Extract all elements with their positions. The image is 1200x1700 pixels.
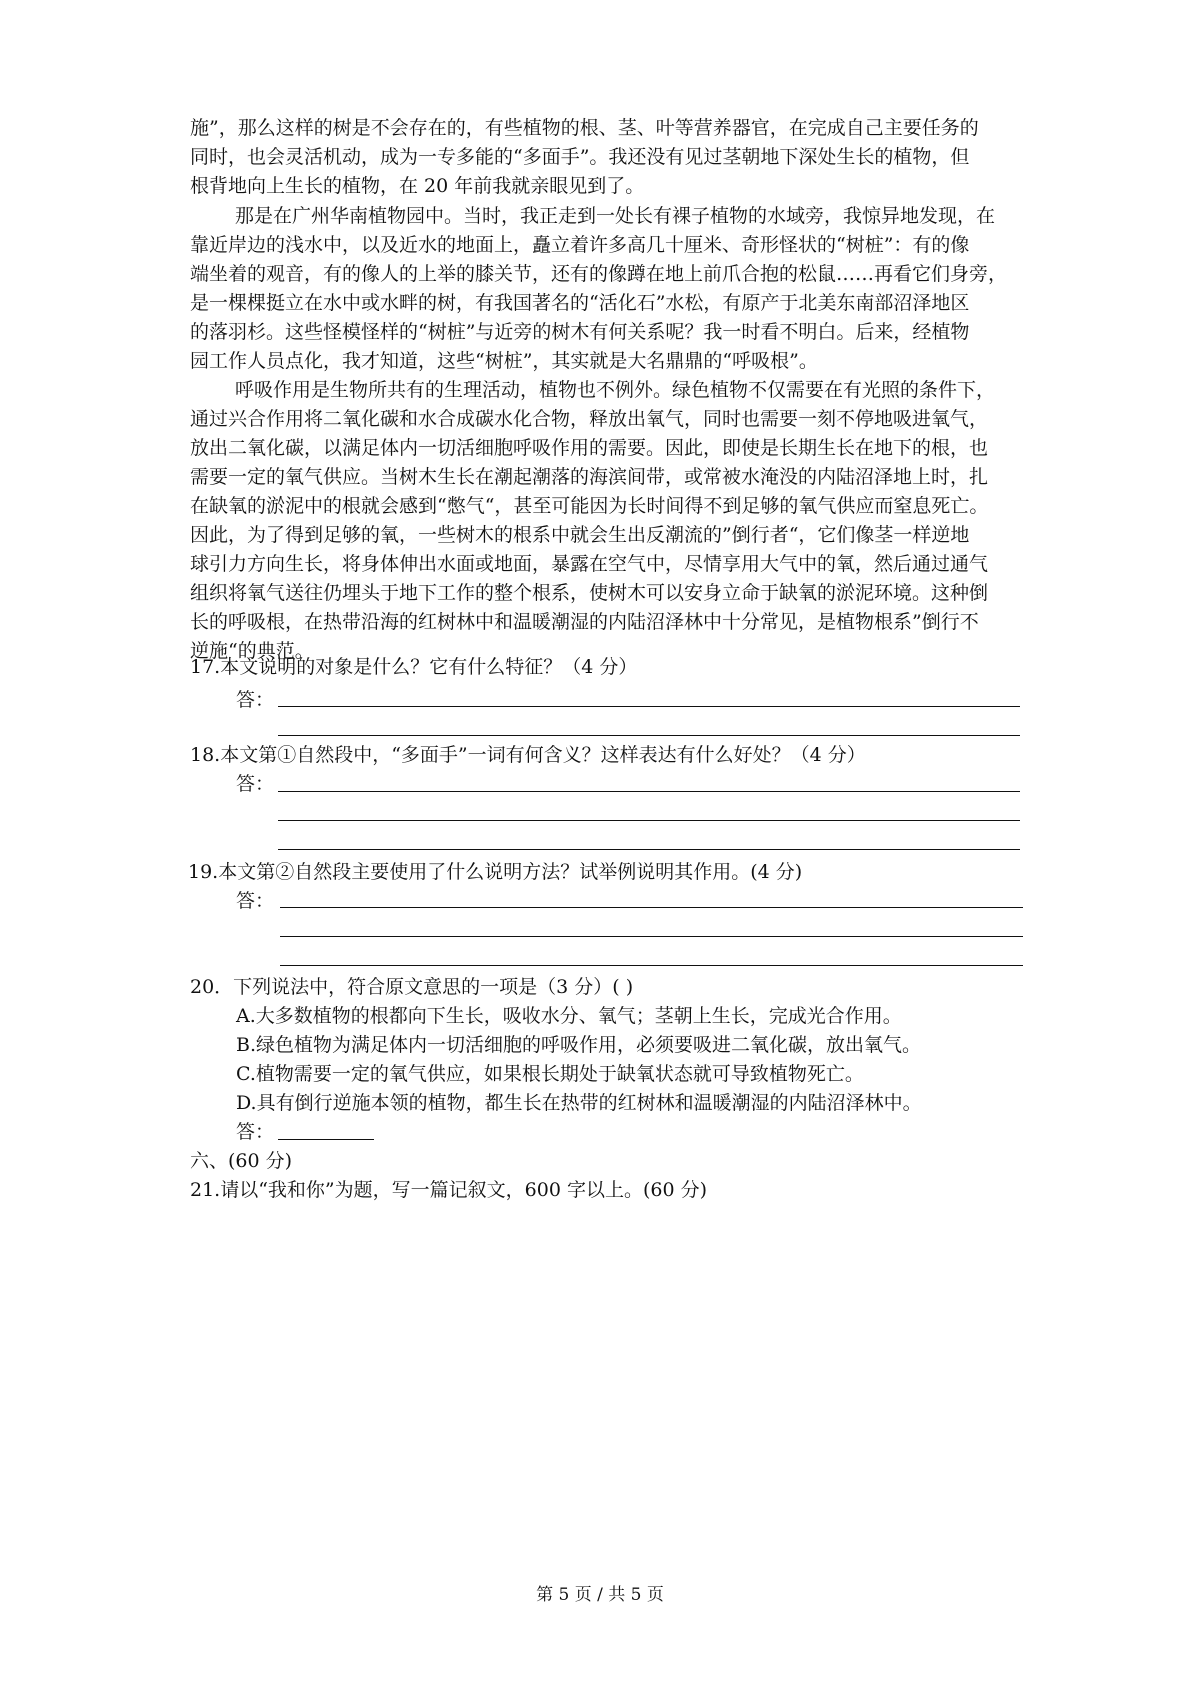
answer-line-19-2[interactable] xyxy=(280,936,1023,937)
text-line: 放出二氧化碳，以满足体内一切活细胞呼吸作用的需要。因此，即使是长期生长在地下的根，也 xyxy=(190,437,989,459)
answer-label: 答： xyxy=(236,689,275,711)
option-a: A.大多数植物的根都向下生长，吸收水分、氧气；茎朝上生长，完成光合作用。 xyxy=(236,1005,902,1027)
question-19: 19.本文第②自然段主要使用了什么说明方法？试举例说明其作用。(4 分) xyxy=(188,861,803,883)
text-line: 长的呼吸根，在热带沿海的红树林中和温暖潮湿的内陆沼泽林中十分常见，是植物根系”倒行不 xyxy=(190,611,979,633)
option-d: D.具有倒行逆施本领的植物，都生长在热带的红树林和温暖潮湿的内陆沼泽林中。 xyxy=(236,1092,922,1114)
question-20: 20．下列说法中，符合原文意思的一项是（3 分）( ) xyxy=(190,976,634,998)
answer-line-17-2[interactable] xyxy=(278,735,1020,736)
answer-label: 答： xyxy=(236,890,275,912)
answer-label: 答： xyxy=(236,773,275,795)
text-line: 根背地向上生长的植物，在 20 年前我就亲眼见到了。 xyxy=(190,175,645,197)
answer-line-18-1[interactable] xyxy=(278,791,1020,792)
text-line: 需要一定的氧气供应。当树木生长在潮起潮落的海滨间带，或常被水淹没的内陆沼泽地上时，扎 xyxy=(190,466,989,488)
option-b: B.绿色植物为满足体内一切活细胞的呼吸作用，必须要吸进二氧化碳，放出氧气。 xyxy=(236,1034,922,1056)
answer-line-18-3[interactable] xyxy=(278,849,1020,850)
text-line: 同时，也会灵活机动，成为一专多能的“多面手”。我还没有见过茎朝地下深处生长的植物，但 xyxy=(190,146,970,168)
text-line: 球引力方向生长，将身体伸出水面或地面，暴露在空气中，尽情享用大气中的氧，然后通过通气 xyxy=(190,553,989,575)
option-c: C.植物需要一定的氧气供应，如果根长期处于缺氧状态就可导致植物死亡。 xyxy=(236,1063,864,1085)
text-line: 呼吸作用是生物所共有的生理活动，植物也不例外。绿色植物不仅需要在有光照的条件下， xyxy=(235,379,996,401)
question-21: 21.请以“我和你”为题，写一篇记叙文，600 字以上。(60 分) xyxy=(190,1179,707,1201)
answer-line-19-3[interactable] xyxy=(280,965,1023,966)
question-17: 17.本文说明的对象是什么？它有什么特征？（4 分） xyxy=(190,656,638,678)
text-line: 园工作人员点化，我才知道，这些“树桩”，其实就是大名鼎鼎的“呼吸根”。 xyxy=(190,350,818,372)
passage-paragraph-3 xyxy=(190,376,1090,666)
text-line: 那是在广州华南植物园中。当时，我正走到一处长有裸子植物的水域旁，我惊异地发现，在 xyxy=(235,205,996,227)
question-18: 18.本文第①自然段中，“多面手”一词有何含义？这样表达有什么好处？（4 分） xyxy=(190,744,866,766)
text-line: 组织将氧气送往仍埋头于地下工作的整个根系，使树木可以安身立命于缺氧的淤泥环境。这种倒 xyxy=(190,582,989,604)
page-footer: 第 5 页 / 共 5 页 xyxy=(536,1585,664,1605)
text-line: 是一棵棵挺立在水中或水畔的树，有我国著名的“活化石”水松，有原产于北美东南部沼泽地区 xyxy=(190,292,970,314)
text-line: 的落羽杉。这些怪模怪样的“树桩”与近旁的树木有何关系呢？我一时看不明白。后来，经植物 xyxy=(190,321,970,343)
text-line: 施”，那么这样的树是不会存在的，有些植物的根、茎、叶等营养器官，在完成自己主要任务的 xyxy=(190,117,979,139)
text-line: 逆施“的典范。 xyxy=(190,640,314,662)
answer-line-18-2[interactable] xyxy=(278,820,1020,821)
text-line: 因此，为了得到足够的氧，一些树木的根系中就会生出反潮流的”倒行者“，它们像茎一样逆地 xyxy=(190,524,970,546)
answer-line-20[interactable] xyxy=(278,1139,374,1140)
answer-line-17-1[interactable] xyxy=(278,706,1020,707)
text-line: 通过兴合作用将二氧化碳和水合成碳水化合物，释放出氧气，同时也需要一刻不停地吸进氧气， xyxy=(190,408,989,430)
text-line: 在缺氧的淤泥中的根就会感到“憋气“，甚至可能因为长时间得不到足够的氧气供应而窒息死亡。 xyxy=(190,495,989,517)
passage-paragraph-2 xyxy=(190,202,1090,376)
answer-label: 答： xyxy=(236,1121,275,1143)
section-6-heading: 六、(60 分) xyxy=(190,1150,293,1172)
answer-line-19-1[interactable] xyxy=(280,907,1023,908)
passage-paragraph-1 xyxy=(190,114,1090,201)
text-line: 端坐着的观音，有的像人的上举的膝关节，还有的像蹲在地上前爪合抱的松鼠……再看它们身旁， xyxy=(190,263,1008,285)
text-line: 靠近岸边的浅水中，以及近水的地面上，矗立着许多高几十厘米、奇形怪状的“树桩”：有的像 xyxy=(190,234,970,256)
